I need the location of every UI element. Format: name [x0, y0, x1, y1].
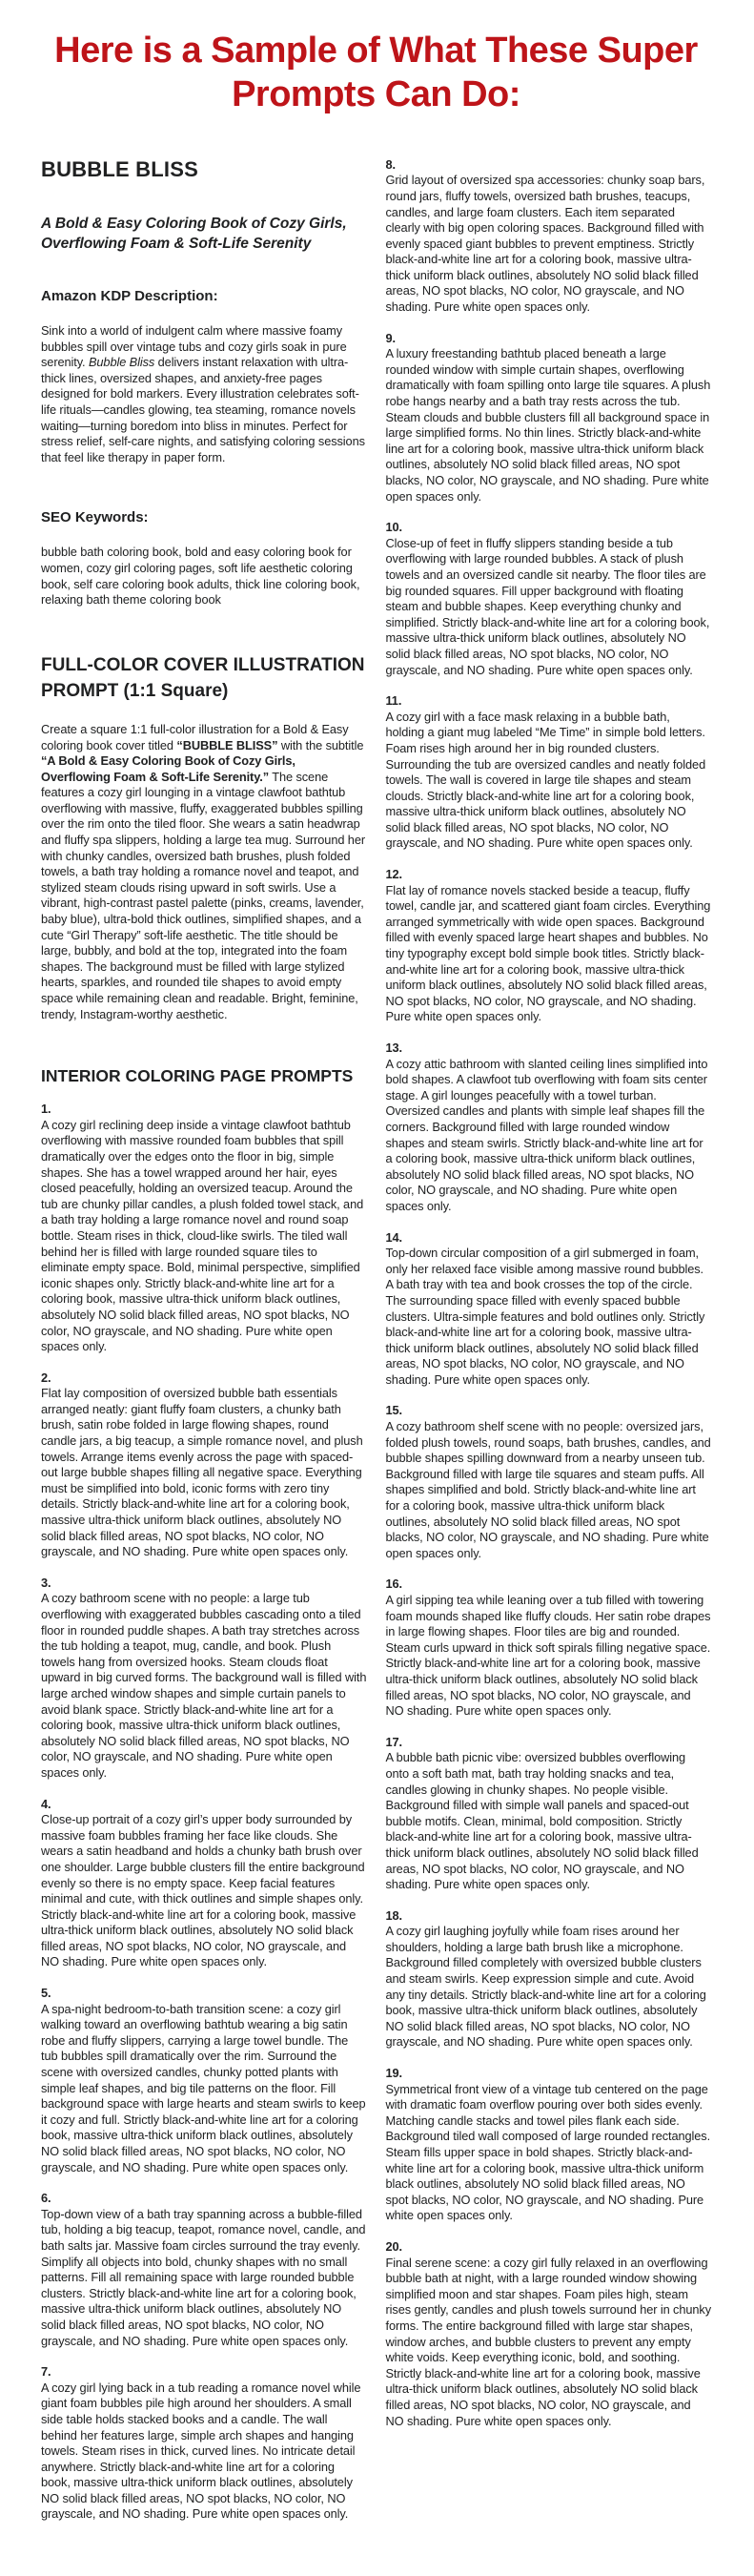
- cover-prompt-heading: FULL-COLOR COVER ILLUSTRATION PROMPT (1:1 Square): [41, 654, 365, 702]
- book-title: BUBBLE BLISS: [41, 156, 198, 181]
- prompt-text: Flat lay of romance novels stacked beside a teacup, fluffy towel, candle jar, and scattered giant foam circles. Everything arranged symmetrically with wide open spaces. Background filled with evenly spaced large heart shapes and bubbles. No tiny typography except bold simple book titles. Strictly black-and-white line art for a coloring book, massive ultra-thick uniform black outlines, absolutely NO solid black filled areas, NO spot blacks, NO color, NO grayscale, and NO shading. Pure white open spaces only.: [385, 882, 711, 1024]
- prompt-number: 19.: [385, 2066, 402, 2081]
- prompt-item: [41, 1797, 367, 1971]
- seo-keywords-heading: SEO Keywords:: [41, 509, 149, 526]
- prompt-item: [386, 867, 712, 1025]
- prompt-text: Close-up of feet in fluffy slippers standing beside a tub overflowing with large rounded bubbles. A stack of plush towels and an oversized candle sit nearby. The floor tiles are big rounded squares. Fill upper background with floating steam and bubble shapes. Keep everything chunky and simplified. Strictly black-and-white line art for a coloring book, massive ultra-thick uniform black outlines, absolutely NO solid black filled areas, NO spot blacks, NO color, NO grayscale, and NO shading. Pure white open spaces only.: [385, 535, 710, 677]
- prompt-text: A girl sipping tea while leaning over a tub filled with towering foam mounds shaped like fluffy clouds. Her satin robe drapes in large flowing shapes. Floor tiles are big and rounded. Steam curls upward in thick soft spirals filling negative space. Strictly black-and-white line art for a coloring book, massive ultra-thick uniform black outlines, absolutely NO solid black filled areas, NO spot blacks, NO color, NO grayscale, and NO shading. Pure white open spaces only.: [385, 1593, 711, 1719]
- prompt-item: [386, 1908, 712, 2050]
- prompt-number: 20.: [385, 2238, 402, 2254]
- prompt-number: 17.: [385, 1734, 402, 1749]
- prompt-item: [386, 520, 712, 678]
- book-subtitle: A Bold & Easy Coloring Book of Cozy Girls, Overflowing Foam & Soft-Life Serenity: [41, 215, 347, 253]
- prompt-text: Symmetrical front view of a vintage tub centered on the page with dramatic foam overflow pouring over both sides evenly. Matching candle stacks and towel piles flank each side. Background tiled wall composed of large rounded rectangles. Steam fills upper space in bold shapes. Strictly black-and-white line art for a coloring book, massive ultra-thick uniform black outlines, absolutely NO solid black filled areas, NO spot blacks, NO color, NO grayscale, and NO shading. Pure white open spaces only.: [385, 2081, 711, 2223]
- prompt-number: 9.: [385, 330, 396, 345]
- prompt-number: 1.: [41, 1102, 51, 1117]
- prompt-number: 8.: [385, 156, 396, 172]
- prompt-item: [386, 1041, 712, 1215]
- prompt-item: [386, 1403, 712, 1561]
- prompt-number: 7.: [41, 2364, 51, 2380]
- prompt-item: [386, 1577, 712, 1719]
- prompt-item: [41, 2191, 367, 2349]
- prompt-text: Flat lay composition of oversized bubble bath essentials arranged neatly: giant fluffy foam clusters, a chunky bath brush, satin robe folded in large flowing shapes, round candle jars, a big teacup, a simple romance novel, and plush towels. Arrange items evenly across the page with spaced-out large bubble shapes filling all negative space. Everything must be simplified into bold, iconic forms with zero tiny details. Strictly black-and-white line art for a coloring book, massive ultra-thick uniform black outlines, absolutely NO solid black filled areas, NO spot blacks, NO color, NO grayscale, and NO shading. Pure white open spaces only.: [41, 1386, 363, 1559]
- prompt-item: [386, 1735, 712, 1893]
- prompt-text: A cozy bathroom shelf scene with no people: oversized jars, folded plush towels, round soaps, bath brushes, candles, and bubble shapes spilling downward from a nearby unseen tub. Background filled with large tile squares and steam puffs. All shapes simplified and bold. Strictly black-and-white line art for a coloring book, massive ultra-thick uniform black outlines, absolutely NO solid black filled areas, NO spot blacks, NO color, NO grayscale, and NO shading. Pure white open spaces only.: [385, 1419, 711, 1560]
- prompt-text: Top-down view of a bath tray spanning across a bubble-filled tub, holding a big teacup, teapot, romance novel, candle, and bath salts jar. Massive foam circles surround the tray evenly. Simplify all objects into bold, chunky shapes with no small patterns. Fill all remaining space with large rounded bubble clusters. Strictly black-and-white line art for a coloring book, massive ultra-thick uniform black outlines, absolutely NO solid black filled areas, NO spot blacks, NO color, NO grayscale, and NO shading. Pure white open spaces only.: [41, 2206, 366, 2348]
- seo-keywords-text: bubble bath coloring book, bold and easy coloring book for women, cozy girl coloring pages, soft life aesthetic coloring book, self care coloring book adults, thick line coloring book, relaxing bath theme coloring book: [41, 545, 360, 608]
- prompt-text: A cozy attic bathroom with slanted ceiling lines simplified into bold shapes. A clawfoot tub overflowing with foam sits center stage. A girl lounges peacefully with a towel turban. Oversized candles and plants with simple leaf shapes fill the corners. Background filled with large rounded window shapes and steam swirls. Strictly black-and-white line art for a coloring book, massive ultra-thick uniform black outlines, absolutely NO solid black filled areas, NO spot blacks, NO color, NO grayscale, and NO shading. Pure white open spaces only.: [385, 1056, 708, 1213]
- prompt-number: 3.: [41, 1575, 51, 1590]
- right-column: [386, 157, 712, 2444]
- prompt-text: A luxury freestanding bathtub placed beneath a large rounded window with simple curtain shapes, overflowing dramatically with foam spilling onto large tile squares. A plush robe hangs nearby and a bath tray rests across the tub. Steam clouds and bubble clusters fill all background space in large simplified forms. No thin lines. Strictly black-and-white line art for a coloring book, massive ultra-thick uniform black outlines, absolutely NO solid black filled areas, NO spot blacks, NO color, NO grayscale, and NO shading. Pure white open spaces only.: [385, 346, 711, 504]
- prompt-number: 16.: [385, 1577, 402, 1592]
- prompt-list-left: [41, 1102, 367, 2523]
- prompt-number: 5.: [41, 1986, 51, 2001]
- prompt-text: A cozy bathroom scene with no people: a large tub overflowing with exaggerated bubbles cascading onto a tiled floor in rounded puddle shapes. A bath tray stretches across the tub holding a teapot, mug, candle, and book. Plush towels hang from oversized hooks. Steam clouds float upward in big curved forms. The background wall is filled with large arched window shapes and simple curtain panels to avoid blank space. Strictly black-and-white line art for a coloring book, massive ultra-thick uniform black outlines, absolutely NO solid black filled areas, NO spot blacks, NO color, NO grayscale, and NO shading. Pure white open spaces only.: [41, 1591, 367, 1780]
- page-title: Here is a Sample of What These Super Prompts Can Do:: [54, 31, 698, 115]
- prompt-number: 15.: [385, 1403, 402, 1418]
- prompt-text: A cozy girl laughing joyfully while foam rises around her shoulders, holding a large bath brush like a microphone. Background filled completely with oversized bubble clusters and steam swirls. Keep expression simple and cute. Avoid any tiny details. Strictly black-and-white line art for a coloring book, massive ultra-thick uniform black outlines, absolutely NO solid black filled areas, NO spot blacks, NO color, NO grayscale, and NO shading. Pure white open spaces only.: [385, 1924, 706, 2050]
- prompt-number: 14.: [385, 1229, 402, 1245]
- prompt-text: A cozy girl reclining deep inside a vintage clawfoot bathtub overflowing with massive rounded foam bubbles that spill dramatically over the edges onto the floor in big, simple shapes. She has a towel wrapped around her hair, eyes closed peacefully, holding an oversized teacup. Around the tub are chunky pillar candles, a plush folded towel stack, and a bath tray holding a large romance novel and round soap bottle. Steam rises in thick, cloud-like swirls. The tiled wall behind her is filled with large rounded square tiles to eliminate empty space. Bold, minimal perspective, simplified iconic shapes only. Strictly black-and-white line art for a coloring book, massive ultra-thick uniform black outlines, absolutely NO solid black filled areas, NO spot blacks, NO color, NO grayscale, and NO shading. Pure white open spaces only.: [41, 1117, 364, 1354]
- prompt-item: [41, 2364, 367, 2523]
- prompt-number: 4.: [41, 1796, 51, 1811]
- prompt-text: Close-up portrait of a cozy girl’s upper body surrounded by massive foam bubbles framing her face like clouds. She wears a satin headband and holds a chunky bath brush over one shoulder. Large bubble clusters fill the entire background evenly so there is no empty space. Keep facial features minimal and cute, with thick outlines and simple shapes only. Strictly black-and-white line art for a coloring book, massive ultra-thick uniform black outlines, absolutely NO solid black filled areas, NO spot blacks, NO color, NO grayscale, and NO shading. Pure white open spaces only.: [41, 1812, 365, 1969]
- prompt-number: 6.: [41, 2191, 51, 2206]
- prompt-item: [386, 2066, 712, 2224]
- kdp-description-heading: Amazon KDP Description:: [41, 288, 218, 305]
- interior-prompts-heading: INTERIOR COLORING PAGE PROMPTS: [41, 1066, 354, 1086]
- prompt-number: 12.: [385, 867, 402, 882]
- prompt-number: 2.: [41, 1370, 51, 1385]
- two-column-layout: [41, 157, 711, 2538]
- cover-prompt-text: Create a square 1:1 full-color illustration for a Bold & Easy coloring book cover titled “BUBBLE BLISS” with the subtitle “A Bold & Easy Coloring Book of Cozy Girls, Overflowing Foam & Soft-Life Serenity.” The scene features a cozy girl lounging in a vintage clawfoot bathtub overflowing with massive, fluffy, exaggerated bubbles spilling over the rim onto the tiled floor. She wears a satin headwrap and fluffy spa slippers, holding a large tea mug. Surround her with chunky candles, oversized bath brushes, plush folded towels, a bath tray holding a romance novel and teapot, and stylized steam clouds rising upward in soft swirls. Use a vibrant, high-contrast pastel palette (pinks, creams, lavender, baby blue), ultra-bold thick outlines, simplified shapes, and a cute “Girl Therapy” soft-life aesthetic. The title should be large, bubbly, and bold at the top, integrated into the foam shapes. The background must be filled with large stylized hearts, sparkles, and rounded tile shapes to avoid empty space while remaining clean and readable. Bright, feminine, trendy, Instagram-worthy aesthetic.: [41, 721, 366, 1021]
- prompt-number: 11.: [385, 693, 402, 709]
- prompt-item: [41, 1576, 367, 1782]
- prompt-text: A spa-night bedroom-to-bath transition scene: a cozy girl walking toward an overflowing bathtub wearing a big satin robe and fluffy slippers, carrying a large towel bundle. The tub bubbles spill dramatically over the rim. Surround the scene with oversized candles, chunky potted plants with simple leaf shapes, and big tile patterns on the floor. Fill background space with large hearts and steam swirls to keep it cozy and full. Strictly black-and-white line art for a coloring book, massive ultra-thick uniform black outlines, absolutely NO solid black filled areas, NO spot blacks, NO color, NO grayscale, and NO shading. Pure white open spaces only.: [41, 2001, 366, 2174]
- prompt-item: [386, 2239, 712, 2429]
- prompt-item: [41, 1986, 367, 2175]
- prompt-text: Top-down circular composition of a girl submerged in foam, only her relaxed face visible among massive round bubbles. A bath tray with tea and book crosses the top of the circle. The surrounding space filled with evenly spaced bubble clusters. Ultra-simple features and bold outlines only. Strictly black-and-white line art for a coloring book, massive ultra-thick uniform black outlines, absolutely NO solid black filled areas, NO spot blacks, NO color, NO grayscale, and NO shading. Pure white open spaces only.: [385, 1246, 705, 1387]
- prompt-list-right: [386, 157, 712, 2429]
- prompt-text: A bubble bath picnic vibe: oversized bubbles overflowing onto a soft bath mat, bath tray holding snacks and tea, candles glowing in chunky shapes. No people visible. Background filled with simple wall panels and spaced-out bubble motifs. Clean, minimal, bold composition. Strictly black-and-white line art for a coloring book, massive ultra-thick uniform black outlines, absolutely NO solid black filled areas, NO spot blacks, NO color, NO grayscale, and NO shading. Pure white open spaces only.: [385, 1750, 699, 1892]
- prompt-text: A cozy girl with a face mask relaxing in a bubble bath, holding a giant mug labeled “Me Time” in simple bold letters. Foam rises high around her in big rounded clusters. Surrounding the tub are oversized candles and neatly folded towels. The wall is covered in large tile shapes and steam clouds. Strictly black-and-white line art for a coloring book, massive ultra-thick uniform black outlines, absolutely NO solid black filled areas, NO spot blacks, NO color, NO grayscale, and NO shading. Pure white open spaces only.: [385, 709, 706, 851]
- prompt-item: [386, 1230, 712, 1389]
- prompt-item: [386, 157, 712, 316]
- left-column: [41, 157, 367, 2538]
- prompt-number: 13.: [385, 1041, 402, 1055]
- prompt-text: Grid layout of oversized spa accessories: chunky soap bars, round jars, fluffy towels, oversized bath brushes, teacups, candles, and large foam clusters. Each item separated clearly with big open coloring spaces. Background filled with evenly spaced giant bubbles to prevent emptiness. Strictly black-and-white line art for a coloring book, massive ultra-thick uniform black outlines, absolutely NO solid black filled areas, NO spot blacks, NO color, NO grayscale, and NO shading. Pure white open spaces only.: [385, 173, 705, 315]
- prompt-item: [41, 1370, 367, 1560]
- prompt-item: [41, 1102, 367, 1355]
- prompt-number: 18.: [385, 1907, 402, 1923]
- prompt-item: [386, 693, 712, 852]
- prompt-item: [386, 331, 712, 505]
- prompt-text: A cozy girl lying back in a tub reading a romance novel while giant foam bubbles pile high around her shoulders. A small side table holds stacked books and a candle. The wall behind her features large, simple arch shapes and hanging towels. Steam rises in thick, curved lines. No intricate detail anywhere. Strictly black-and-white line art for a coloring book, massive ultra-thick uniform black outlines, absolutely NO solid black filled areas, NO spot blacks, NO color, NO grayscale, and NO shading. Pure white open spaces only.: [41, 2380, 361, 2522]
- prompt-text: Final serene scene: a cozy girl fully relaxed in an overflowing bubble bath at night, with a large rounded window showing simplified moon and star shapes. Foam piles high, steam rises gently, candles and plush towels surround her in chunky forms. The entire background filled with large star shapes, window arches, and bubble clusters to prevent any empty white voids. Keep everything iconic, bold, and soothing. Strictly black-and-white line art for a coloring book, massive ultra-thick uniform black outlines, absolutely NO solid black filled areas, NO spot blacks, NO color, NO grayscale, and NO shading. Pure white open spaces only.: [385, 2255, 712, 2428]
- prompt-number: 10.: [385, 520, 402, 535]
- kdp-description-text: Sink into a world of indulgent calm where massive foamy bubbles spill over vintage tubs and cozy girls soak in pure serenity. Bubble Bliss delivers instant relaxation with ultra-thick lines, oversized shapes, and anxiety-free pages designed for bold markers. Every illustration celebrates soft-life rituals—candles glowing, tea steaming, romance novels waiting—turning boredom into bliss in minutes. Perfect for stress relief, self-care nights, and satisfying coloring sessions that feel like therapy in paper form.: [41, 323, 365, 464]
